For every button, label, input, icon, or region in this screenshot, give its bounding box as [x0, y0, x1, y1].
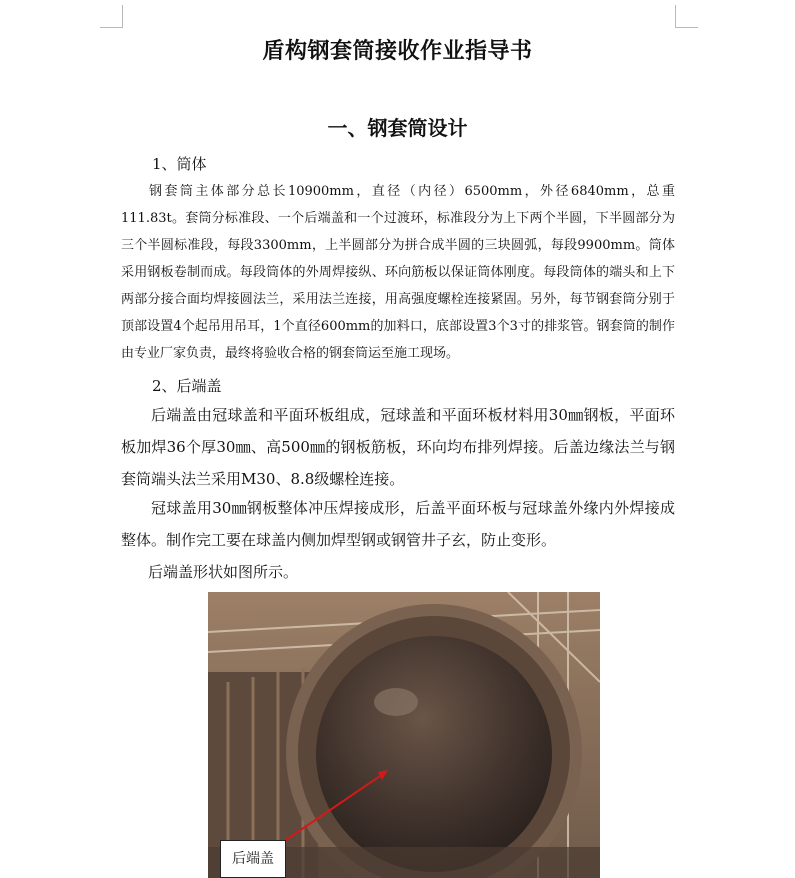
figure-label: 后端盖 [220, 840, 286, 878]
page-corner-mark-left [100, 5, 123, 28]
section-heading: 一、钢套筒设计 [327, 116, 468, 140]
subsection-heading-2: 2、后端盖 [152, 377, 222, 395]
paragraph-3: 冠球盖用30㎜钢板整体冲压焊接成形，后盖平面环板与冠球盖外缘内外焊接成整体。制作完工要在球盖内侧加焊型钢或钢管井子玄，防止变形。 [121, 499, 675, 549]
paragraph-1: 钢套筒主体部分总长10900mm，直径（内径）6500mm，外径6840mm，总重111.83t。套筒分标准段、一个后端盖和一个过渡环，标准段分为上下两个半圆，下半圆部分为三个半圆标准段，每段3300mm，上半圆部分为拼合成半圆的三块圆弧，每段9900mm。筒体采用钢板卷制而成。每段筒体的外周焊接纵、环向筋板以保证筒体刚度。每段筒体的端头和上下两部分接合面均焊接圆法兰，采用法兰连接，用高强度螺栓连接紧固。另外，每节钢套筒分别于顶部设置4个起吊用吊耳，1个直径600mm的加料口，底部设置3个3寸的排浆管。钢套筒的制作由专业厂家负责，最终将验收合格的钢套筒运至施工现场。 [121, 184, 675, 361]
end-cap-photo-graphic [208, 592, 600, 878]
page-corner-mark-right [675, 5, 698, 28]
paragraph-2: 后端盖由冠球盖和平面环板组成，冠球盖和平面环板材料用30㎜钢板，平面环板加焊36个厚30㎜、高500㎜的钢板筋板，环向均布排列焊接。后盖边缘法兰与钢套筒端头法兰采用M30、8.8级螺栓连接。 [121, 406, 675, 488]
end-cap-photo [208, 592, 600, 878]
figure-intro: 后端盖形状如图所示。 [148, 563, 299, 581]
document-title: 盾构钢套筒接收作业指导书 [262, 39, 533, 64]
subsection-heading-1: 1、筒体 [152, 155, 207, 173]
